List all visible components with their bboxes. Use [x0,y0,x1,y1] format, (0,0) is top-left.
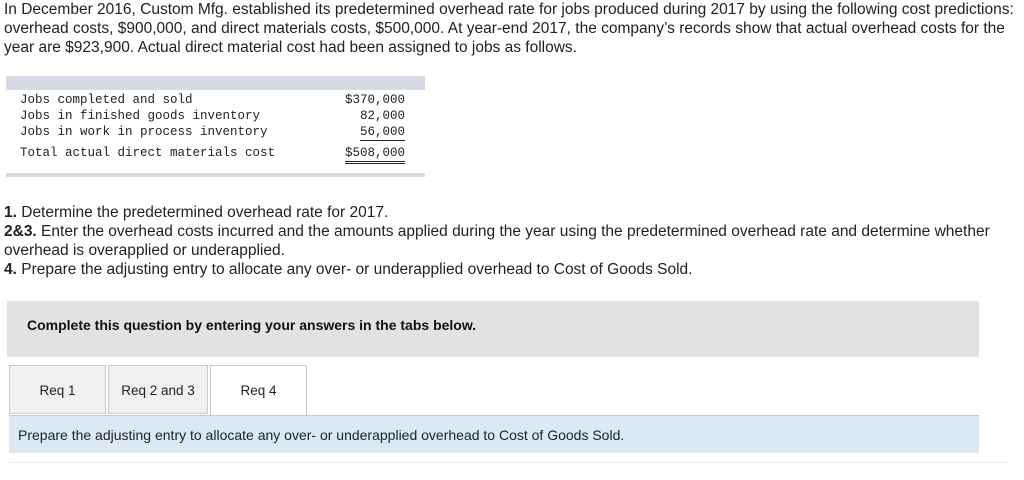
table-row [20,124,405,140]
tab-panel-req-4 [9,416,979,453]
requirement-1 [4,203,1004,222]
requirement-number: 4. [4,261,17,278]
row-value: 56,000 [359,125,405,139]
requirement-2-3 [4,222,1004,260]
table-row [20,92,405,108]
row-value: $370,000 [344,93,405,107]
banner-text: Complete this question by entering your answers in the tabs below. [27,317,477,333]
tab-req-2-and-3[interactable]: Req 2 and 3 [108,365,208,414]
row-label: Jobs in finished goods inventory [20,109,261,123]
requirements-list [4,203,1004,279]
direct-materials-table [6,76,425,177]
requirement-4 [4,260,1004,279]
panel-instruction: Prepare the adjusting entry to allocate any over- or underapplied overhead to Cost of Goods Sold. [18,427,625,443]
table-total-row [20,145,405,161]
row-label: Jobs in work in process inventory [20,125,268,139]
row-value: 82,000 [359,109,405,123]
table-row [20,108,405,124]
requirement-text: Prepare the adjusting entry to allocate any over- or underapplied overhead to Cost of Goods Sold. [16,261,693,278]
content-divider [9,462,1009,480]
total-value: $508,000 [345,145,405,164]
requirement-number: 2&3. [4,223,37,240]
total-label: Total actual direct materials cost [20,146,276,160]
requirement-number: 1. [4,204,17,221]
requirement-text: Determine the predetermined overhead rate for 2017. [16,204,389,221]
row-label: Jobs completed and sold [20,93,193,107]
problem-intro: In December 2016, Custom Mfg. established its predetermined overhead rate for jobs produced during 2017 by using the following cost predictions: overhead costs, $900,000, and direct materials costs, $500,000. At year-end 2017, the company’s records show that actual overhead costs for the year are $923,900. Actual direct material cost had been assigned to jobs as follows. [4,1,1014,56]
tab-req-1[interactable]: Req 1 [9,365,106,414]
tab-req-4[interactable]: Req 4 [210,365,307,416]
requirement-text: Enter the overhead costs incurred and the amounts applied during the year using the predetermined overhead rate and determine whether overhead is overapplied or underapplied. [4,223,990,259]
instructions-banner [7,301,979,357]
